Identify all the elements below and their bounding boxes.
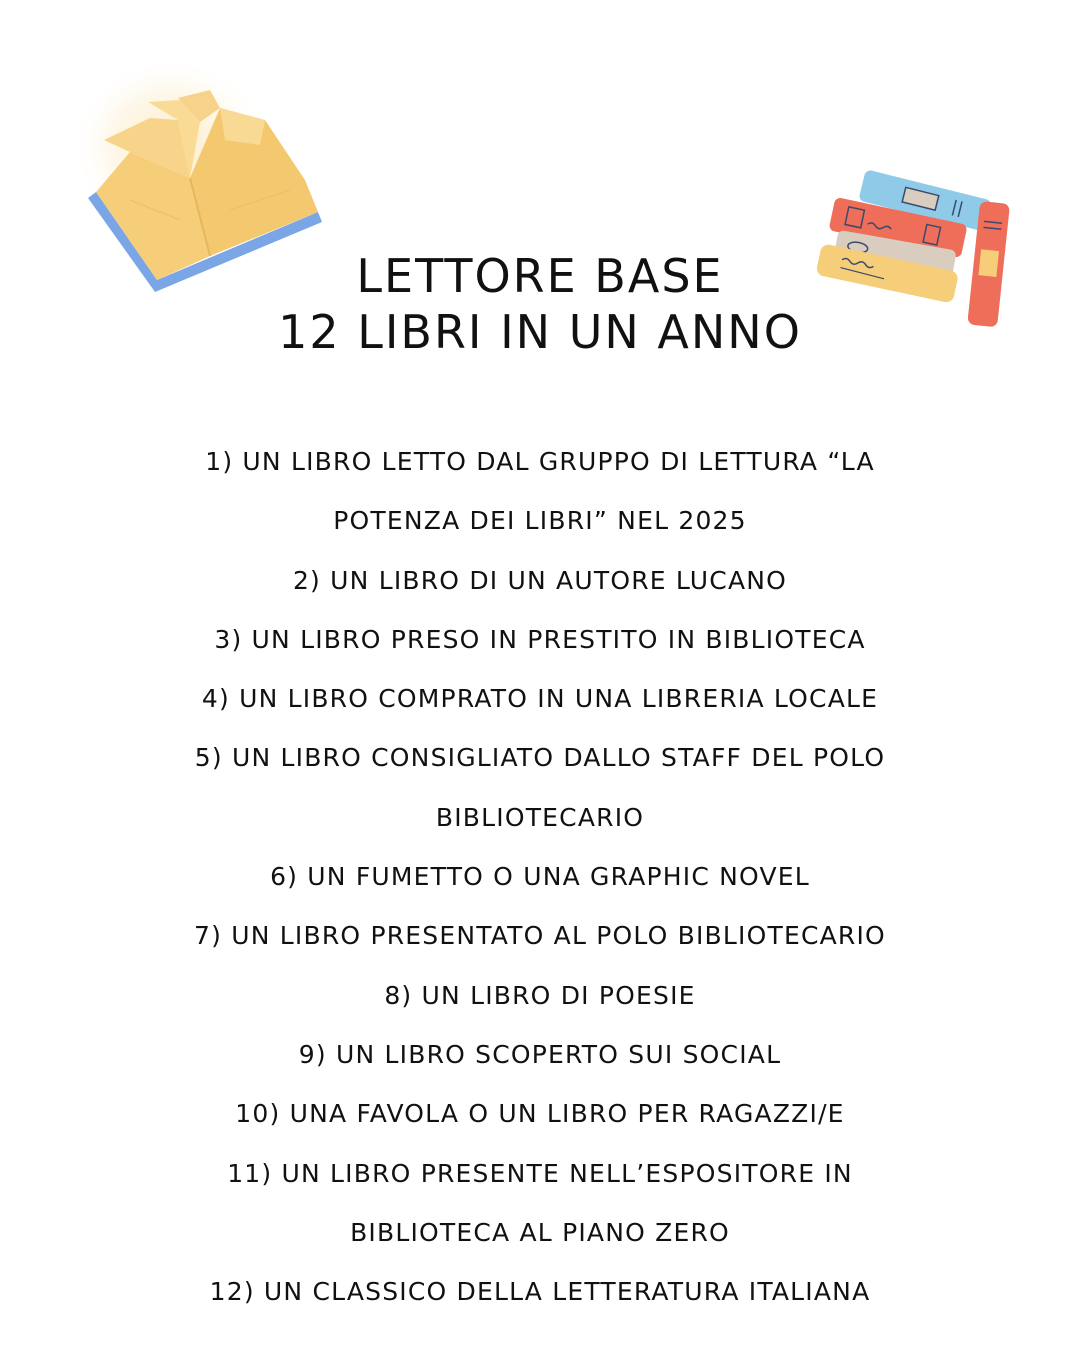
title-line-1: LETTORE BASE	[356, 249, 724, 303]
list-line: 12) UN CLASSICO DELLA LETTERATURA ITALIANA	[209, 1277, 871, 1307]
challenge-list	[90, 432, 990, 1321]
list-line: 10) UNA FAVOLA O UN LIBRO PER RAGAZZI/E	[235, 1099, 845, 1129]
list-line: 9) UN LIBRO SCOPERTO SUI SOCIAL	[298, 1039, 782, 1069]
list-line: 3) UN LIBRO PRESO IN PRESTITO IN BIBLIOTECA	[214, 624, 866, 654]
list-line: 11) UN LIBRO PRESENTE NELL’ESPOSITORE IN	[227, 1158, 853, 1188]
list-line: 4) UN LIBRO COMPRATO IN UNA LIBRERIA LOCALE	[201, 684, 879, 714]
page-title	[0, 248, 1080, 360]
title-line-2: 12 LIBRI IN UN ANNO	[278, 305, 802, 359]
list-line: 7) UN LIBRO PRESENTATO AL POLO BIBLIOTECARIO	[194, 921, 886, 951]
list-line: POTENZA DEI LIBRI” NEL 2025	[333, 506, 747, 536]
list-line: 5) UN LIBRO CONSIGLIATO DALLO STAFF DEL POLO	[194, 743, 886, 773]
list-line: 2) UN LIBRO DI UN AUTORE LUCANO	[292, 565, 788, 595]
list-line: BIBLIOTECA AL PIANO ZERO	[350, 1217, 730, 1247]
list-line: 8) UN LIBRO DI POESIE	[384, 980, 696, 1010]
list-line: 1) UN LIBRO LETTO DAL GRUPPO DI LETTURA “LA	[205, 447, 875, 476]
list-line: BIBLIOTECARIO	[435, 802, 645, 832]
list-line: 6) UN FUMETTO O UNA GRAPHIC NOVEL	[270, 862, 810, 892]
